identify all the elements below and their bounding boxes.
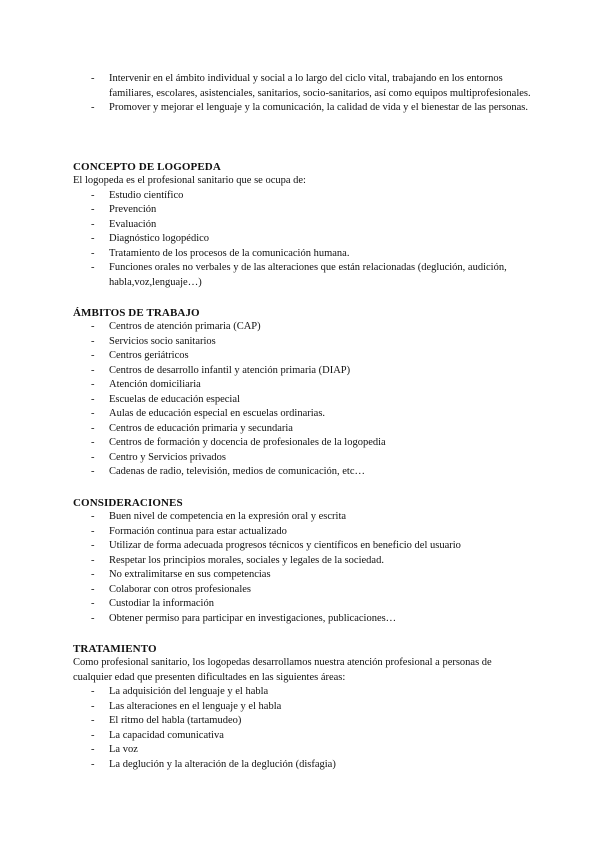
list-item: - Cadenas de radio, televisión, medios de comunicación, etc… bbox=[73, 465, 533, 480]
list-item: - Aulas de educación especial en escuelas ordinarias. bbox=[73, 407, 533, 422]
list-item: - Centro y Servicios privados bbox=[73, 451, 533, 466]
concepto-list bbox=[73, 189, 533, 291]
list-item: - Escuelas de educación especial bbox=[73, 393, 533, 408]
tratamiento-heading: TRATAMIENTO bbox=[73, 643, 157, 655]
concepto-section bbox=[73, 161, 533, 290]
tratamiento-list bbox=[73, 685, 533, 772]
list-item: - Centros de educación primaria y secundaria bbox=[73, 422, 533, 437]
list-item: - Centros de atención primaria (CAP) bbox=[73, 320, 533, 335]
tratamiento-section bbox=[73, 643, 533, 772]
list-item: - Promover y mejorar el lenguaje y la comunicación, la calidad de vida y el bienestar de las personas. bbox=[73, 101, 533, 116]
list-item: - Buen nivel de competencia en la expresión oral y escrita bbox=[73, 510, 533, 525]
consideraciones-heading: CONSIDERACIONES bbox=[73, 497, 183, 509]
tratamiento-paragraph: Como profesional sanitario, los logopedas desarrollamos nuestra atención profesional a personas de cualquier edad que presenten dificultades en las siguientes áreas: bbox=[73, 657, 492, 683]
list-item: - Prevención bbox=[73, 203, 533, 218]
list-item: - La voz bbox=[73, 743, 533, 758]
list-item: - Centros de formación y docencia de profesionales de la logopedia bbox=[73, 436, 533, 451]
consideraciones-list bbox=[73, 510, 533, 626]
list-item: - La adquisición del lenguaje y el habla bbox=[73, 685, 533, 700]
concepto-heading: CONCEPTO DE LOGOPEDA bbox=[73, 161, 221, 173]
list-item: - Diagnóstico logopédico bbox=[73, 232, 533, 247]
concepto-paragraph: El logopeda es el profesional sanitario que se ocupa de: bbox=[73, 175, 306, 186]
list-item: - Atención domiciliaria bbox=[73, 378, 533, 393]
ambitos-section bbox=[73, 307, 533, 480]
list-item: - Centros de desarrollo infantil y atención primaria (DIAP) bbox=[73, 364, 533, 379]
ambitos-list bbox=[73, 320, 533, 480]
consideraciones-section bbox=[73, 497, 533, 626]
list-item: - Funciones orales no verbales y de las alteraciones que están relacionadas (deglución, audición, habla,voz,lenguaje…) bbox=[73, 261, 533, 290]
ambitos-heading: ÁMBITOS DE TRABAJO bbox=[73, 307, 200, 319]
list-item: - No extralimitarse en sus competencias bbox=[73, 568, 533, 583]
list-item: - Estudio científico bbox=[73, 189, 533, 204]
list-item: - Tratamiento de los procesos de la comunicación humana. bbox=[73, 247, 533, 262]
list-item: - Formación continua para estar actualizado bbox=[73, 525, 533, 540]
list-item: - Intervenir en el ámbito individual y social a lo largo del ciclo vital, trabajando en los entornos familiares, escolares, asistenciales, sanitarios, socio-sanitarios, así como equipos multiprofesionales. bbox=[73, 72, 533, 101]
intro-list bbox=[73, 72, 533, 116]
list-item: - Evaluación bbox=[73, 218, 533, 233]
list-item: - Custodiar la información bbox=[73, 597, 533, 612]
intro-section bbox=[73, 72, 533, 116]
list-item: - Respetar los principios morales, sociales y legales de la sociedad. bbox=[73, 554, 533, 569]
list-item: - La deglución y la alteración de la deglución (disfagia) bbox=[73, 758, 533, 773]
list-item: - Colaborar con otros profesionales bbox=[73, 583, 533, 598]
list-item: - Utilizar de forma adecuada progresos técnicos y científicos en beneficio del usuario bbox=[73, 539, 533, 554]
list-item: - La capacidad comunicativa bbox=[73, 729, 533, 744]
list-item: - Obtener permiso para participar en investigaciones, publicaciones… bbox=[73, 612, 533, 627]
list-item: - Centros geriátricos bbox=[73, 349, 533, 364]
list-item: - Las alteraciones en el lenguaje y el habla bbox=[73, 700, 533, 715]
list-item: - Servicios socio sanitarios bbox=[73, 335, 533, 350]
list-item: - El ritmo del habla (tartamudeo) bbox=[73, 714, 533, 729]
